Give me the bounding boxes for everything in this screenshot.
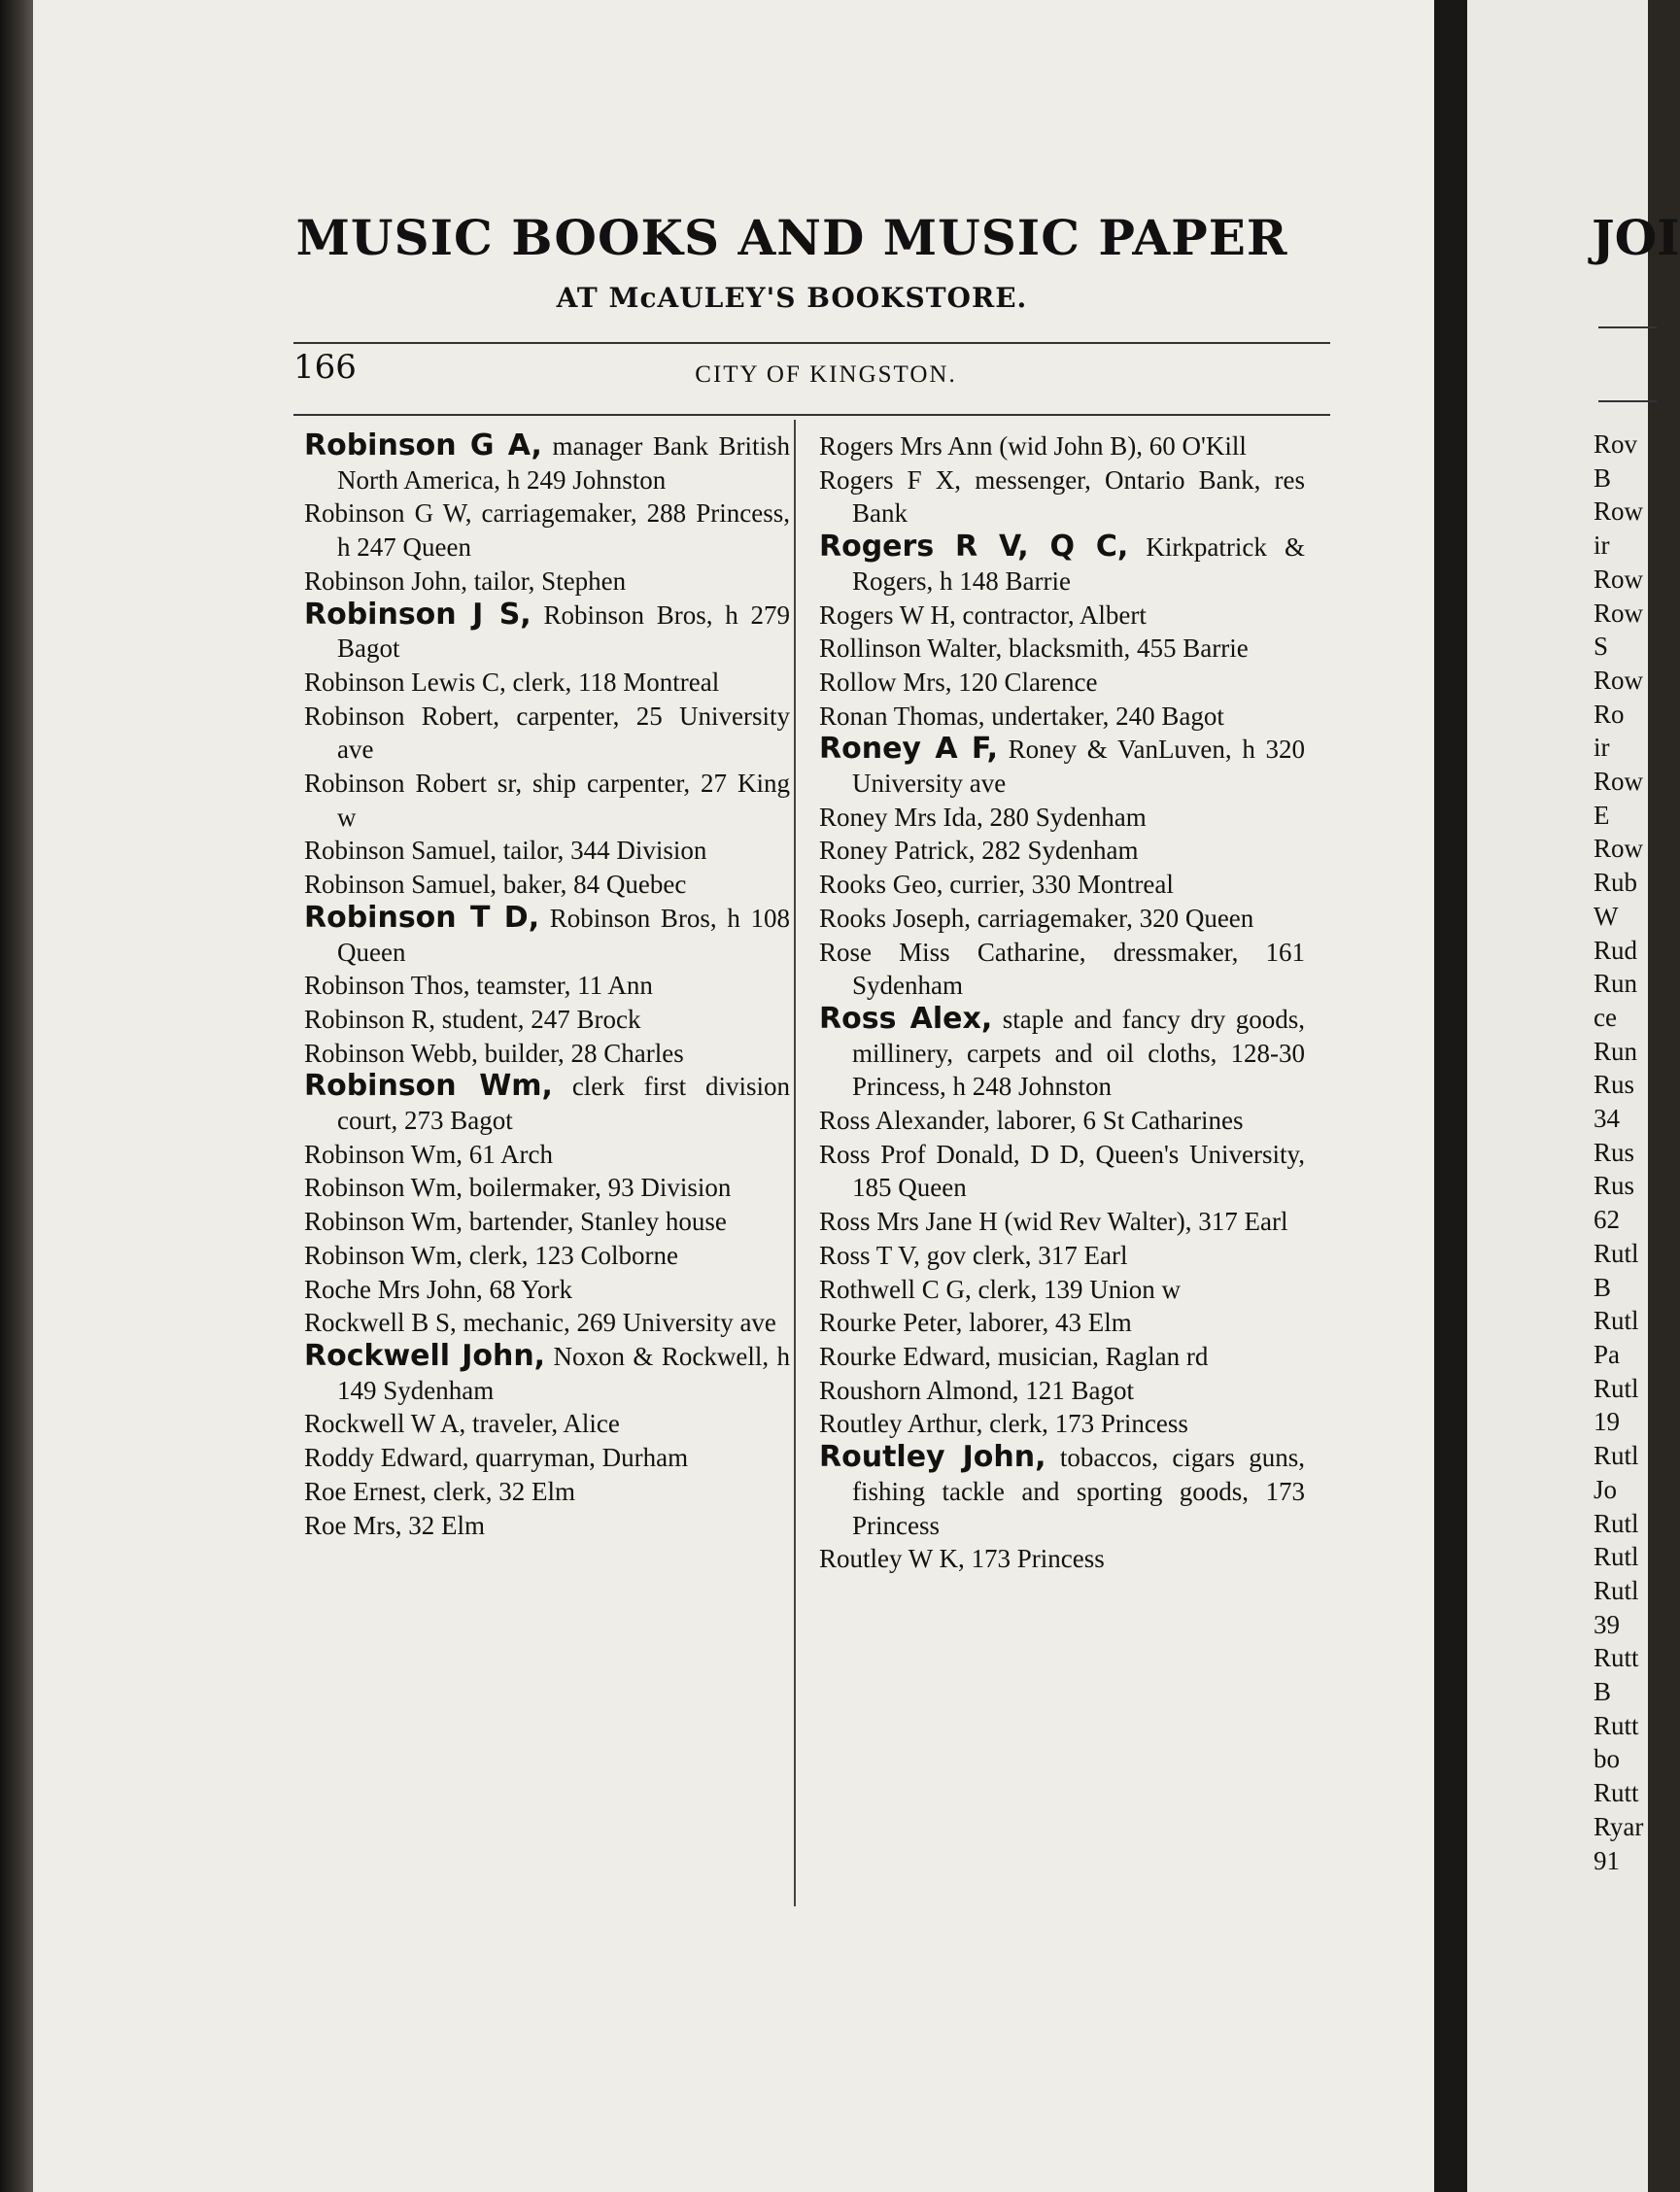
column-divider bbox=[794, 420, 796, 1906]
facing-page-line-fragment: B bbox=[1594, 462, 1612, 493]
facing-page-line-fragment: 19 bbox=[1594, 1407, 1620, 1437]
directory-entry bbox=[819, 1441, 1305, 1542]
entry-name: Robinson Robert, bbox=[304, 701, 500, 731]
entry-details: (wid Rev Walter), 317 Earl bbox=[997, 1207, 1288, 1237]
directory-entry bbox=[304, 666, 790, 700]
entry-name: Robinson R, bbox=[304, 1004, 436, 1034]
facing-page-line-fragment: Row bbox=[1594, 665, 1644, 695]
directory-entry bbox=[819, 429, 1305, 463]
entry-name: Robinson John, bbox=[304, 565, 468, 596]
directory-entry bbox=[819, 1104, 1305, 1138]
entry-name: Roe Ernest, bbox=[304, 1476, 427, 1506]
entry-details: musician, Raglan rd bbox=[990, 1341, 1209, 1371]
facing-page-line-fragment: W bbox=[1594, 901, 1619, 931]
directory-entry bbox=[304, 497, 790, 564]
directory-entry bbox=[819, 1273, 1305, 1307]
facing-page-rule-top bbox=[1598, 326, 1657, 328]
directory-entry bbox=[819, 666, 1305, 700]
directory-entry bbox=[819, 936, 1305, 1003]
facing-page-line-fragment: Rutl bbox=[1594, 1542, 1639, 1572]
entry-details: undertaker, 240 Bagot bbox=[984, 701, 1224, 731]
entry-name: Roney A F, bbox=[819, 732, 998, 767]
book-gutter bbox=[1434, 0, 1467, 2192]
directory-entry bbox=[304, 969, 790, 1003]
running-head: CITY OF KINGSTON. bbox=[695, 361, 957, 388]
header-rule-bottom bbox=[293, 414, 1330, 416]
facing-page-line-fragment: Rud bbox=[1594, 935, 1638, 965]
entry-details: baker, 84 Quebec bbox=[497, 870, 687, 900]
entry-details: quarryman, Durham bbox=[468, 1443, 689, 1473]
entry-details: clerk, 123 Colborne bbox=[463, 1240, 678, 1270]
entry-details: carriagemaker, 288 Princess, h 247 Queen bbox=[337, 498, 790, 563]
entry-details: Roney & VanLuven, h 320 University ave bbox=[852, 735, 1305, 799]
entry-name: Rogers W H, bbox=[819, 599, 956, 630]
entry-name: Roddy Edward, bbox=[304, 1443, 469, 1473]
entry-name: Rogers R V, Q C, bbox=[819, 530, 1129, 565]
scan-edge bbox=[0, 0, 33, 2192]
entry-details: boilermaker, 93 Division bbox=[463, 1173, 732, 1203]
facing-page-line-fragment: Rutt bbox=[1594, 1778, 1639, 1808]
directory-entry bbox=[304, 1003, 790, 1037]
entry-details: mechanic, 269 University ave bbox=[456, 1308, 776, 1338]
directory-entry bbox=[304, 1340, 790, 1407]
facing-page bbox=[1467, 0, 1680, 2192]
entry-name: Rollinson Walter, bbox=[819, 634, 1003, 664]
directory-entry bbox=[304, 1171, 790, 1205]
facing-page-line-fragment: bo bbox=[1594, 1744, 1620, 1774]
entry-name: Ross Alex, bbox=[819, 1001, 993, 1036]
facing-page-line-fragment: 39 bbox=[1594, 1609, 1620, 1639]
directory-entry bbox=[304, 700, 790, 767]
entry-name: Ross T V, bbox=[819, 1240, 920, 1270]
entry-details: blacksmith, 455 Barrie bbox=[1002, 634, 1249, 664]
entry-details: clerk, 173 Princess bbox=[982, 1409, 1188, 1439]
entry-details: 173 Princess bbox=[964, 1544, 1105, 1574]
entry-name: Rockwell B S, bbox=[304, 1308, 457, 1338]
entry-details: Robinson Bros, h 108 Queen bbox=[337, 903, 790, 967]
entry-name: Robinson Robert sr, bbox=[304, 769, 523, 799]
entry-name: Ross Prof Donald, bbox=[819, 1139, 1020, 1169]
entry-name: Rooks Joseph, bbox=[819, 903, 972, 933]
facing-page-line-fragment: Rus bbox=[1594, 1070, 1635, 1100]
entry-name: Robinson T D, bbox=[304, 900, 540, 935]
entry-details: clerk, 32 Elm bbox=[426, 1476, 575, 1506]
entry-name: Robinson Webb, bbox=[304, 1038, 478, 1068]
entry-details: 282 Sydenham bbox=[975, 836, 1139, 866]
entry-details: Robinson Bros, h 279 Bagot bbox=[337, 599, 790, 664]
entry-details: carpenter, 25 University ave bbox=[337, 701, 790, 765]
entry-details: clerk first division court, 273 Bagot bbox=[337, 1072, 790, 1136]
directory-entry bbox=[304, 834, 790, 868]
facing-page-line-fragment: Pa bbox=[1594, 1339, 1620, 1369]
entry-name: Rourke Edward, bbox=[819, 1341, 991, 1371]
directory-entry bbox=[304, 1475, 790, 1509]
header-rule-top bbox=[293, 342, 1330, 344]
entry-details: D D, Queen's University, 185 Queen bbox=[852, 1139, 1305, 1203]
directory-entry bbox=[819, 599, 1305, 633]
directory-entry bbox=[819, 733, 1305, 800]
entry-name: Robinson Wm, bbox=[304, 1139, 463, 1169]
entry-details: tobaccos, cigars guns, fishing tackle and sporting goods, 173 Princess bbox=[852, 1443, 1305, 1540]
directory-entry bbox=[819, 834, 1305, 868]
directory-entry bbox=[304, 1205, 790, 1239]
facing-page-line-fragment: S bbox=[1594, 632, 1609, 662]
directory-entry bbox=[819, 1138, 1305, 1205]
facing-page-line-fragment: Rutt bbox=[1594, 1710, 1639, 1740]
entry-name: Robinson G A, bbox=[304, 428, 542, 462]
entry-name: Roche Mrs John, bbox=[304, 1274, 483, 1304]
facing-page-line-fragment: Row bbox=[1594, 564, 1644, 594]
directory-entry bbox=[304, 1070, 790, 1137]
entry-details: manager Bank British North America, h 249 Johnston bbox=[337, 431, 790, 495]
directory-entry bbox=[819, 1239, 1305, 1273]
directory-entry bbox=[304, 599, 790, 666]
entry-details: ship carpenter, 27 King w bbox=[337, 769, 790, 832]
directory-entry bbox=[819, 1306, 1305, 1340]
directory-entry bbox=[819, 1205, 1305, 1239]
directory-entry bbox=[304, 1306, 790, 1340]
entry-details: 32 Elm bbox=[401, 1510, 485, 1540]
facing-page-line-fragment: E bbox=[1594, 800, 1610, 830]
directory-entry bbox=[819, 902, 1305, 936]
facing-page-line-fragment: B bbox=[1594, 1677, 1612, 1707]
facing-page-line-fragment: Run bbox=[1594, 1036, 1638, 1066]
entry-details: messenger, Ontario Bank, res Bank bbox=[852, 464, 1305, 529]
facing-page-line-fragment: ir bbox=[1594, 531, 1610, 561]
entry-name: Rockwell W A, bbox=[304, 1409, 466, 1439]
entry-details: traveler, Alice bbox=[465, 1409, 620, 1439]
entry-name: Robinson Wm, bbox=[304, 1240, 463, 1270]
entry-details: 120 Clarence bbox=[951, 667, 1098, 697]
entry-details: currier, 330 Montreal bbox=[943, 870, 1174, 900]
facing-page-line-fragment: Rov bbox=[1594, 429, 1638, 459]
entry-details: clerk, 139 Union w bbox=[971, 1274, 1181, 1304]
directory-entry bbox=[304, 1441, 790, 1475]
entry-name: Robinson Samuel, bbox=[304, 870, 497, 900]
entry-name: Ross Alexander, bbox=[819, 1106, 990, 1136]
facing-page-line-fragment: Rutl bbox=[1594, 1575, 1639, 1605]
entry-name: Routley Arthur, bbox=[819, 1409, 983, 1439]
entry-name: Ronan Thomas, bbox=[819, 701, 985, 731]
entry-name: Rockwell John, bbox=[304, 1338, 546, 1373]
directory-entry bbox=[304, 565, 790, 599]
facing-page-line-fragment: Row bbox=[1594, 767, 1644, 797]
directory-entry bbox=[304, 902, 790, 969]
facing-page-line-fragment: Rutl bbox=[1594, 1508, 1639, 1538]
entry-name: Roney Mrs Ida, bbox=[819, 802, 983, 832]
entry-name: Robinson Thos, bbox=[304, 971, 470, 1001]
entry-details: carriagemaker, 320 Queen bbox=[971, 903, 1254, 933]
directory-entry bbox=[819, 1374, 1305, 1408]
left-column bbox=[304, 429, 790, 1542]
entry-name: Robinson Wm, bbox=[304, 1173, 463, 1203]
directory-entry bbox=[819, 1407, 1305, 1441]
entry-details: 280 Sydenham bbox=[982, 802, 1147, 832]
facing-page-line-fragment: Rutl bbox=[1594, 1306, 1639, 1336]
directory-entry bbox=[819, 700, 1305, 734]
facing-page-line-fragment: Rutt bbox=[1594, 1643, 1639, 1673]
entry-name: Rothwell C G, bbox=[819, 1274, 972, 1304]
directory-entry bbox=[304, 868, 790, 902]
facing-page-line-fragment: Rus bbox=[1594, 1171, 1635, 1201]
entry-name: Roney Patrick, bbox=[819, 836, 976, 866]
entry-details: 68 York bbox=[482, 1274, 573, 1304]
directory-entry bbox=[819, 632, 1305, 666]
entry-details: laborer, 6 St Catharines bbox=[989, 1106, 1244, 1136]
entry-name: Rose Miss Catharine, bbox=[819, 937, 1086, 967]
facing-page-line-fragment: Row bbox=[1594, 497, 1644, 527]
entry-name: Rogers Mrs Ann bbox=[819, 431, 993, 461]
facing-page-line-fragment: B bbox=[1594, 1272, 1612, 1302]
facing-page-line-fragment: Rutl bbox=[1594, 1441, 1639, 1471]
entry-name: Roe Mrs, bbox=[304, 1510, 402, 1540]
entry-name: Robinson J S, bbox=[304, 597, 531, 632]
entry-name: Rollow Mrs, bbox=[819, 667, 952, 697]
entry-details: gov clerk, 317 Earl bbox=[919, 1240, 1128, 1270]
entry-name: Routley John, bbox=[819, 1440, 1046, 1475]
directory-entry bbox=[819, 1542, 1305, 1576]
directory-entry bbox=[304, 1138, 790, 1172]
facing-page-line-fragment: Rutl bbox=[1594, 1238, 1639, 1268]
entry-name: Roushorn Almond, bbox=[819, 1375, 1019, 1405]
entry-details: builder, 28 Charles bbox=[477, 1038, 684, 1068]
entry-details: 121 Bagot bbox=[1018, 1375, 1135, 1405]
facing-page-line-fragment: 34 bbox=[1594, 1104, 1620, 1134]
facing-page-rule-bottom bbox=[1598, 400, 1657, 402]
entry-details: bartender, Stanley house bbox=[463, 1207, 727, 1237]
directory-entry bbox=[304, 767, 790, 834]
entry-name: Rourke Peter, bbox=[819, 1308, 963, 1338]
directory-entry bbox=[819, 463, 1305, 531]
entry-details: tailor, Stephen bbox=[467, 565, 627, 596]
entry-details: teamster, 11 Ann bbox=[469, 971, 653, 1001]
entry-details: Noxon & Rockwell, h 149 Sydenham bbox=[337, 1341, 790, 1405]
entry-details: tailor, 344 Division bbox=[497, 836, 707, 866]
entry-details: dressmaker, 161 Sydenham bbox=[852, 937, 1306, 1001]
facing-page-line-fragment: ir bbox=[1594, 733, 1610, 763]
facing-page-line-fragment: Row bbox=[1594, 598, 1644, 628]
entry-name: Robinson Wm, bbox=[304, 1069, 553, 1104]
entry-name: Rooks Geo, bbox=[819, 870, 943, 900]
right-column bbox=[819, 429, 1305, 1576]
facing-page-line-fragment: 62 bbox=[1594, 1205, 1620, 1235]
directory-entry bbox=[304, 1239, 790, 1273]
directory-entry bbox=[304, 429, 790, 497]
facing-page-line-fragment: Rub bbox=[1594, 868, 1638, 898]
facing-page-line-fragment: Run bbox=[1594, 969, 1638, 999]
entry-name: Robinson Samuel, bbox=[304, 836, 497, 866]
advertisement-banner-title: MUSIC BOOKS AND MUSIC PAPER bbox=[295, 209, 1288, 266]
facing-page-line-fragment: Ro bbox=[1594, 699, 1625, 729]
facing-page-line-fragment: Rus bbox=[1594, 1137, 1635, 1167]
directory-entry bbox=[304, 1509, 790, 1543]
entry-details: (wid John B), 60 O'Kill bbox=[992, 431, 1247, 461]
directory-entry bbox=[304, 1037, 790, 1071]
facing-page-header-fragment: JOI bbox=[1592, 209, 1680, 266]
directory-entry bbox=[819, 801, 1305, 835]
entry-details: staple and fancy dry goods, millinery, carpets and oil cloths, 128-30 Princess, h 248 Johnston bbox=[852, 1004, 1305, 1102]
entry-details: student, 247 Brock bbox=[435, 1004, 641, 1034]
entry-details: Kirkpatrick & Rogers, h 148 Barrie bbox=[852, 532, 1305, 596]
advertisement-banner-subtitle: AT McAULEY'S BOOKSTORE. bbox=[556, 282, 1028, 314]
entry-name: Ross Mrs Jane H bbox=[819, 1207, 998, 1237]
facing-page-line-fragment: Row bbox=[1594, 834, 1644, 864]
directory-entry bbox=[304, 1273, 790, 1307]
entry-details: laborer, 43 Elm bbox=[962, 1308, 1132, 1338]
facing-page-line-fragment: Ryar bbox=[1594, 1811, 1644, 1841]
entry-details: clerk, 118 Montreal bbox=[505, 667, 720, 697]
entry-name: Robinson Lewis C, bbox=[304, 667, 506, 697]
facing-page-line-fragment: 91 bbox=[1594, 1845, 1620, 1875]
entry-name: Rogers F X, bbox=[819, 464, 962, 495]
directory-entry bbox=[819, 1340, 1305, 1374]
directory-entry bbox=[819, 1003, 1305, 1104]
page-number: 166 bbox=[293, 348, 357, 387]
directory-entry bbox=[304, 1407, 790, 1441]
facing-page-column bbox=[1594, 428, 1643, 1877]
entry-name: Robinson Wm, bbox=[304, 1207, 463, 1237]
facing-page-line-fragment: Jo bbox=[1594, 1474, 1618, 1504]
entry-name: Routley W K, bbox=[819, 1544, 965, 1574]
entry-details: contractor, Albert bbox=[955, 599, 1147, 630]
directory-entry bbox=[819, 868, 1305, 902]
directory-entry bbox=[819, 531, 1305, 598]
entry-details: 61 Arch bbox=[463, 1139, 553, 1169]
entry-name: Robinson G W, bbox=[304, 498, 472, 529]
facing-page-line-fragment: ce bbox=[1594, 1002, 1617, 1032]
facing-page-line-fragment: Rutl bbox=[1594, 1373, 1639, 1403]
